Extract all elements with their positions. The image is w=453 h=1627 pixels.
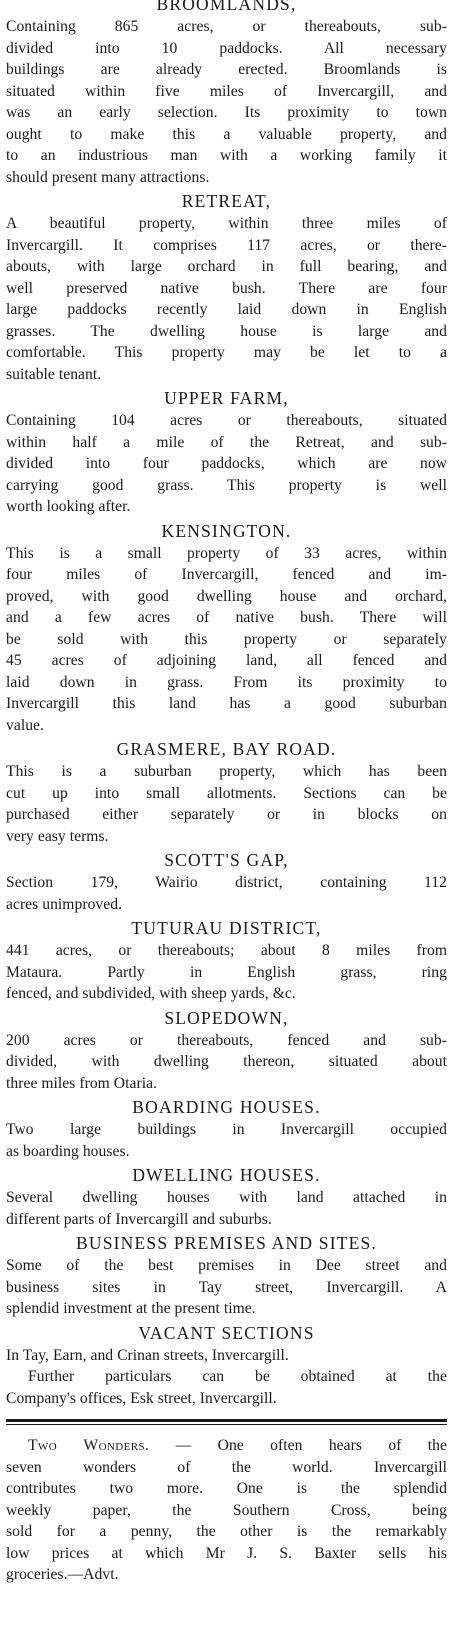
listing-section	[6, 1323, 447, 1367]
listing-section	[6, 0, 447, 188]
notice-lead-continuation: — One often hears of the	[149, 1437, 447, 1454]
body-line: divided into four paddocks, which are now	[6, 455, 447, 472]
body-line: low prices at which Mr J. S. Baxter sells his	[6, 1544, 447, 1562]
body-line: Invercargill this land has a good suburban	[6, 695, 447, 712]
listing-body	[6, 872, 447, 915]
listing-heading: TUTURAU DISTRICT,	[131, 918, 322, 938]
body-line: different parts of Invercargill and suburbs.	[6, 1210, 272, 1228]
listing-heading: KENSINGTON.	[161, 520, 292, 541]
listing-heading: BROOMLANDS,	[156, 0, 297, 14]
body-line: suitable tenant.	[6, 365, 102, 383]
body-line: groceries.—Advt.	[6, 1566, 119, 1583]
listing-section	[6, 1233, 447, 1320]
body-line: large paddocks recently laid down in English	[6, 301, 447, 318]
body-line: Two large buildings in Invercargill occupied	[6, 1121, 447, 1138]
body-line: grasses. The dwelling house is large and	[6, 322, 447, 340]
body-line: splendid investment at the present time.	[6, 1300, 256, 1317]
listing-body	[6, 543, 447, 737]
body-line: Section 179, Wairio district, containing 112	[6, 874, 447, 891]
listing-body	[6, 940, 447, 1005]
body-line: contributes two more. One is the splendid	[6, 1480, 447, 1497]
listing-heading: SLOPEDOWN,	[164, 1007, 289, 1028]
body-line: four miles of Invercargill, fenced and im-	[6, 566, 447, 583]
body-line: value.	[6, 716, 44, 734]
body-line: A beautiful property, within three miles of	[6, 215, 447, 232]
body-line: Mataura. Partly in English grass, ring	[6, 963, 447, 981]
body-line: three miles from Otaria.	[6, 1074, 158, 1092]
body-line: purchased either separately or in blocks on	[6, 806, 447, 823]
body-line: should present many attractions.	[6, 168, 210, 186]
body-line: was an early selection. Its proximity to town	[6, 104, 447, 121]
body-line: as boarding houses.	[6, 1142, 130, 1160]
body-line: proved, with good dwelling house and orchard,	[6, 587, 447, 605]
body-line: Some of the best premises in Dee street and	[6, 1257, 447, 1274]
notice-first-line	[6, 1435, 447, 1457]
listing-body	[6, 761, 447, 847]
listing-body	[6, 16, 447, 188]
body-line: In Tay, Earn, and Crinan streets, Invercargill.	[6, 1346, 289, 1364]
body-line: sold for a penny, the other is the remarkably	[6, 1523, 447, 1540]
listing-heading: RETREAT,	[181, 191, 272, 211]
listing-heading: DWELLING HOUSES.	[132, 1165, 321, 1185]
section-divider	[6, 1419, 447, 1425]
body-line: to an industrious man with a working family it	[6, 147, 447, 164]
listing-section	[6, 521, 447, 737]
body-line: business sites in Tay street, Invercargill. A	[6, 1278, 447, 1296]
body-line: situated within five miles of Invercargill, and	[6, 82, 447, 100]
further-particulars	[6, 1366, 447, 1409]
body-line: worth looking after.	[6, 498, 131, 515]
listing-section	[6, 191, 447, 385]
listing-section	[6, 850, 447, 915]
body-line: weekly paper, the Southern Cross, being	[6, 1501, 447, 1519]
body-line: buildings are already erected. Broomlands is	[6, 61, 447, 78]
body-line: Further particulars can be obtained at the	[28, 1368, 447, 1385]
listing-section	[6, 739, 447, 847]
body-line: be sold with this property or separately	[6, 630, 447, 648]
listing-body	[6, 1030, 447, 1095]
advertisement-notice	[6, 1435, 447, 1586]
listing-section	[6, 918, 447, 1005]
listing-heading: BUSINESS PREMISES AND SITES.	[75, 1233, 378, 1253]
body-line: Invercargill. It comprises 117 acres, or there-	[6, 236, 447, 254]
body-line: acres unimproved.	[6, 895, 123, 913]
listing-heading: UPPER FARM,	[164, 388, 289, 408]
body-line: cut up into small allotments. Sections can be	[6, 784, 447, 802]
listing-body	[6, 1345, 447, 1367]
body-line: carrying good grass. This property is well	[6, 476, 447, 494]
body-line: within half a mile of the Retreat, and sub-	[6, 433, 447, 451]
body-line: 441 acres, or thereabouts; about 8 miles from	[6, 942, 447, 959]
body-line: Several dwelling houses with land attached in	[6, 1189, 447, 1206]
listing-section	[6, 1165, 447, 1230]
body-line: comfortable. This property may be let to a	[6, 344, 447, 361]
body-line: well preserved native bush. There are four	[6, 279, 447, 297]
body-line: ought to make this a valuable property, and	[6, 125, 447, 143]
body-line: seven wonders of the world. Invercargill	[6, 1458, 447, 1476]
body-line: This is a suburban property, which has been	[6, 763, 447, 780]
body-line: Containing 104 acres or thereabouts, situated	[6, 412, 447, 429]
body-line: and a few acres of native bush. There will	[6, 609, 447, 626]
listing-heading: VACANT SECTIONS	[138, 1322, 315, 1343]
listing-section	[6, 1097, 447, 1162]
listing-section	[6, 1008, 447, 1095]
body-line: divided, with dwelling thereon, situated about	[6, 1053, 447, 1070]
listing-body	[6, 1187, 447, 1230]
listing-heading: BOARDING HOUSES.	[132, 1097, 321, 1117]
listing-heading: SCOTT'S GAP,	[164, 850, 289, 870]
listing-heading: GRASMERE, BAY ROAD.	[116, 739, 337, 759]
body-line: laid down in grass. From its proximity to	[6, 673, 447, 691]
listing-body	[6, 1255, 447, 1320]
listing-body	[6, 213, 447, 385]
body-line: 200 acres or thereabouts, fenced and sub-	[6, 1031, 447, 1049]
body-line: Company's offices, Esk street, Invercargill.	[6, 1389, 277, 1407]
listing-body	[6, 1119, 447, 1162]
listing-section	[6, 388, 447, 518]
body-line: fenced, and subdivided, with sheep yards, &c.	[6, 985, 296, 1002]
body-line: divided into 10 paddocks. All necessary	[6, 39, 447, 57]
body-line: This is a small property of 33 acres, within	[6, 544, 447, 562]
body-line: abouts, with large orchard in full bearing, and	[6, 258, 447, 275]
body-line: 45 acres of adjoining land, all fenced and	[6, 652, 447, 669]
body-line: very easy terms.	[6, 827, 109, 845]
notice-lead: Two Wonders.	[28, 1437, 150, 1454]
body-line: Containing 865 acres, or thereabouts, sub-	[6, 18, 447, 35]
listing-body	[6, 410, 447, 518]
